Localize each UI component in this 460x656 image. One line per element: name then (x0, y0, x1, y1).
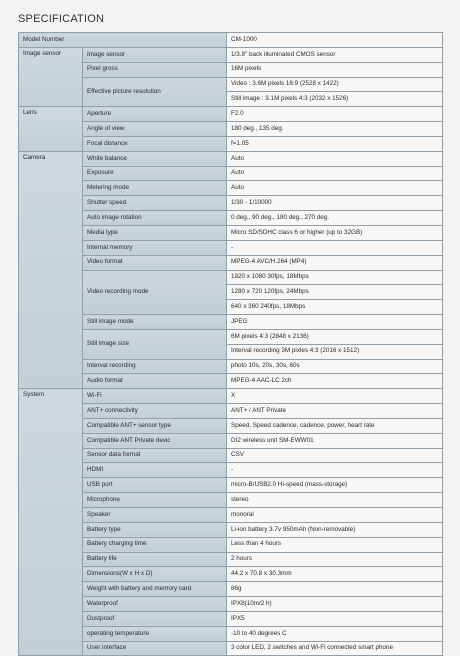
spec-item-label: Dustproof (83, 611, 227, 626)
table-row (19, 418, 443, 433)
spec-item-value: ANT+ / ANT Private (227, 404, 443, 419)
spec-item-value: Speed, Speed cadence, cadence, power, heart rate (227, 418, 443, 433)
spec-item-label: HDMI (83, 463, 227, 478)
spec-item-label: White balance (83, 151, 227, 166)
spec-item-label: Battery charging time (83, 537, 227, 552)
table-row (19, 433, 443, 448)
spec-item-value: MPEG-4 AAC-LC 2ch (227, 374, 443, 389)
spec-item-label: Sensor data format (83, 448, 227, 463)
table-row (19, 315, 443, 330)
spec-item-label: Weight with battery and memory card (83, 582, 227, 597)
spec-item-value: F2.0 (227, 107, 443, 122)
table-row (19, 240, 443, 255)
table-row (19, 597, 443, 612)
table-row (19, 508, 443, 523)
spec-item-value: 1920 x 1080 30fps, 18Mbps (227, 270, 443, 285)
table-row (19, 493, 443, 508)
table-row (19, 463, 443, 478)
spec-item-label: Video format (83, 255, 227, 270)
table-row (19, 611, 443, 626)
spec-item-value: 2 hours (227, 552, 443, 567)
spec-item-value: - (227, 463, 443, 478)
spec-item-label: Video recording mode (83, 270, 227, 315)
table-row (19, 62, 443, 77)
spec-item-value: -10 to 40 degrees C (227, 626, 443, 641)
table-row (19, 77, 443, 92)
spec-item-value: 1/3.8" back illuminated CMOS sensor (227, 47, 443, 62)
table-row (19, 448, 443, 463)
spec-item-value: 1/30 - 1/10000 (227, 196, 443, 211)
spec-item-value: photo 10s, 20s, 30s, 60s (227, 359, 443, 374)
spec-item-value: Micro SD/SDHC class 6 or higher (up to 32GB) (227, 225, 443, 240)
table-row (19, 404, 443, 419)
table-row (19, 136, 443, 151)
spec-item-value: Li-ion battery 3.7v 950mAh (Non-removable) (227, 522, 443, 537)
spec-item-value: f=1.05 (227, 136, 443, 151)
table-row (19, 389, 443, 404)
spec-item-label: Compatible ANT Private devic (83, 433, 227, 448)
spec-item-value: CSV (227, 448, 443, 463)
spec-item-value: Auto (227, 181, 443, 196)
spec-item-value: micro-B/USB2.0 Hi-speed (mass-storage) (227, 478, 443, 493)
model-label: Model Number (19, 33, 227, 48)
table-row (19, 196, 443, 211)
spec-item-value: JPEG (227, 315, 443, 330)
spec-item-label: Media type (83, 225, 227, 240)
table-row (19, 537, 443, 552)
table-row (19, 522, 443, 537)
spec-item-value: MPEG-4 AVC/H.264 (MP4) (227, 255, 443, 270)
spec-item-label: Waterproof (83, 597, 227, 612)
spec-item-label: Aperture (83, 107, 227, 122)
page-title: SPECIFICATION (18, 13, 105, 25)
table-row-model (19, 33, 443, 48)
spec-item-label: ANT+ connectivity (83, 404, 227, 419)
spec-item-value: 180 deg., 135 deg. (227, 122, 443, 137)
spec-item-label: USB port (83, 478, 227, 493)
spec-item-value: 6M pixels 4:3 (2848 x 2136) (227, 329, 443, 344)
spec-item-label: Wi-Fi (83, 389, 227, 404)
spec-item-value: 86g (227, 582, 443, 597)
spec-item-value: 0 deg., 90 deg., 180 deg., 270 deg. (227, 211, 443, 226)
section-label: Lens (19, 107, 83, 152)
spec-item-value: 44.2 x 70.8 x 30.3mm (227, 567, 443, 582)
section-label: Camera (19, 151, 83, 389)
spec-item-value: Still image : 3.1M pixels 4:3 (2032 x 1526) (227, 92, 443, 107)
spec-item-label: Interval recording (83, 359, 227, 374)
spec-item-value: 640 x 360 240fps, 18Mbps (227, 300, 443, 315)
section-label: System (19, 389, 83, 656)
table-row (19, 211, 443, 226)
spec-item-label: Dimensions(W x H x D) (83, 567, 227, 582)
table-row (19, 151, 443, 166)
spec-item-label: Exposure (83, 166, 227, 181)
spec-item-value: Interval recording 3M pixles 4:3 (2016 x 1512) (227, 344, 443, 359)
spec-item-label: Internal memory (83, 240, 227, 255)
spec-item-label: Angle of view (83, 122, 227, 137)
spec-item-value: stereo (227, 493, 443, 508)
spec-item-label: Battery life (83, 552, 227, 567)
spec-item-value: monoral (227, 508, 443, 523)
spec-item-value: DI2 wireless unit SM-EWW01 (227, 433, 443, 448)
spec-item-label: Speaker (83, 508, 227, 523)
spec-item-label: Image sensor (83, 47, 227, 62)
table-row (19, 552, 443, 567)
table-row (19, 107, 443, 122)
spec-item-label: Microphone (83, 493, 227, 508)
table-row (19, 255, 443, 270)
table-row (19, 582, 443, 597)
table-row (19, 359, 443, 374)
spec-item-value: IPX5 (227, 611, 443, 626)
spec-item-value: X (227, 389, 443, 404)
table-row (19, 166, 443, 181)
spec-item-label: User interface (83, 641, 227, 656)
table-row (19, 374, 443, 389)
spec-item-label: Metering mode (83, 181, 227, 196)
table-row (19, 122, 443, 137)
table-row (19, 47, 443, 62)
spec-item-label: Pixel gross (83, 62, 227, 77)
spec-item-label: Compatible ANT+ sensor type (83, 418, 227, 433)
section-label: Image sensor (19, 47, 83, 106)
table-row (19, 181, 443, 196)
table-row (19, 567, 443, 582)
table-row (19, 626, 443, 641)
spec-item-label: Shutter speed (83, 196, 227, 211)
model-value: CM-1000 (227, 33, 443, 48)
spec-table (18, 32, 443, 656)
spec-item-value: Less than 4 hours (227, 537, 443, 552)
spec-item-value: 3 color LED, 2 switches and Wi-Fi connected smart phone (227, 641, 443, 656)
table-row (19, 641, 443, 656)
spec-item-label: Effective picture resolution (83, 77, 227, 107)
spec-item-value: 1280 x 720 120fps, 24Mbps (227, 285, 443, 300)
table-row (19, 329, 443, 344)
spec-item-label: operating temperature (83, 626, 227, 641)
table-row (19, 270, 443, 285)
spec-table-body (19, 33, 443, 656)
spec-item-value: Video : 3.6M pixels 16:9 (2528 x 1422) (227, 77, 443, 92)
spec-item-value: 16M pixels (227, 62, 443, 77)
spec-item-label: Audio format (83, 374, 227, 389)
spec-item-label: Focal distance (83, 136, 227, 151)
spec-item-label: Battery type (83, 522, 227, 537)
table-row (19, 478, 443, 493)
table-row (19, 225, 443, 240)
spec-item-value: - (227, 240, 443, 255)
spec-item-value: IPX8(10m/2 h) (227, 597, 443, 612)
spec-item-label: Auto image rotation (83, 211, 227, 226)
spec-item-value: Auto (227, 166, 443, 181)
spec-item-label: Still image size (83, 329, 227, 359)
spec-item-label: Still image mode (83, 315, 227, 330)
spec-item-value: Auto (227, 151, 443, 166)
